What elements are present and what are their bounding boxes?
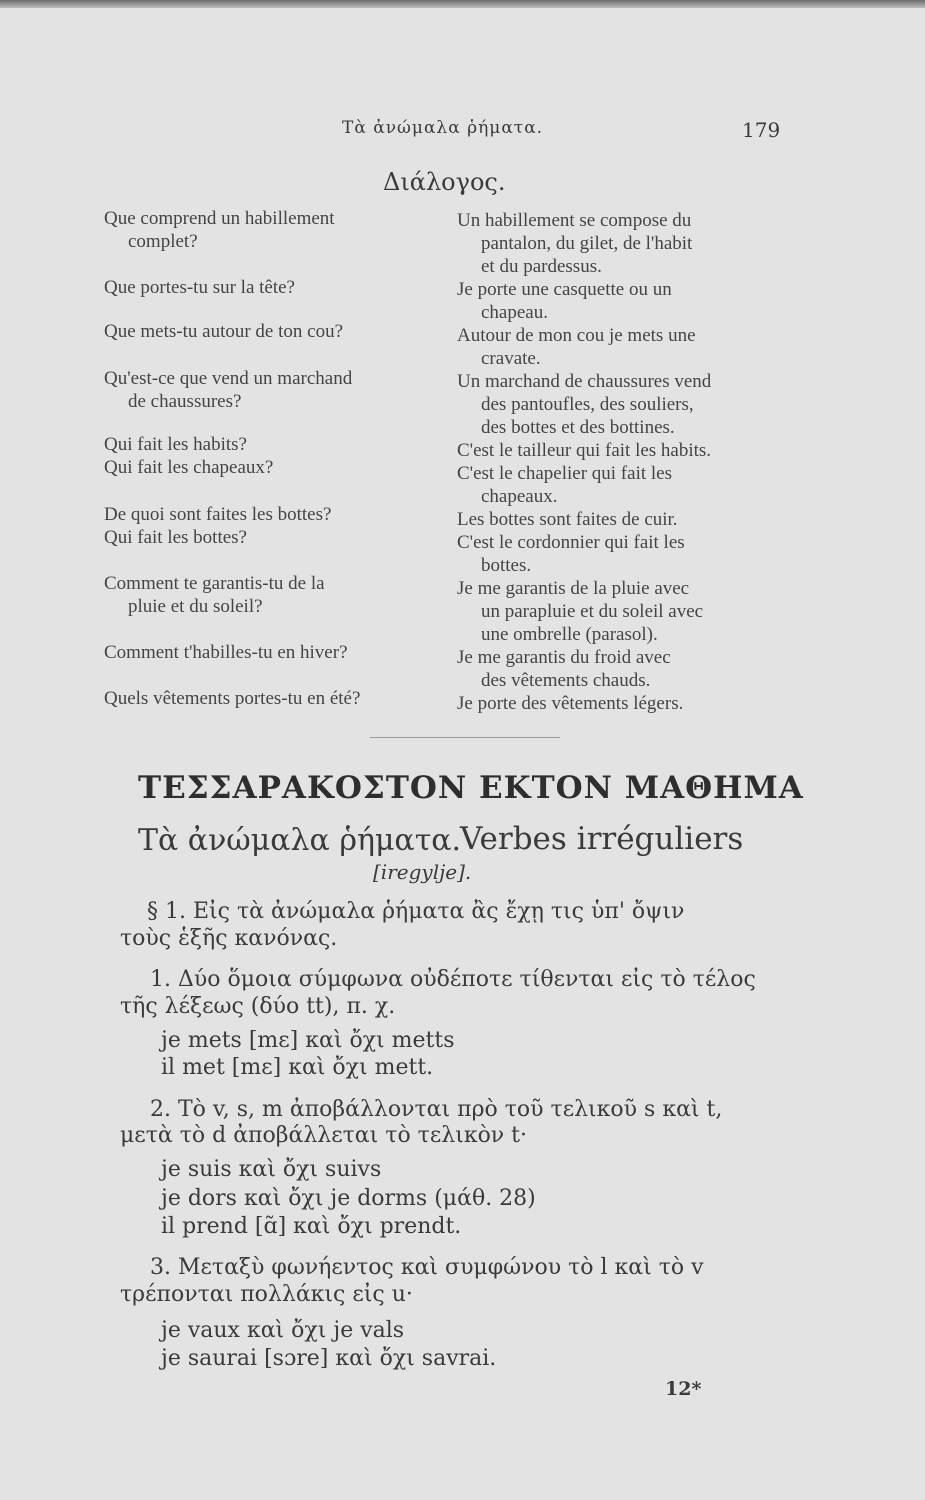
question-2-line-1: Que portes-tu sur la tête? <box>104 277 295 298</box>
answer-7-line-1: Les bottes sont faites de cuir. <box>457 509 678 530</box>
answer-1-line-3: et du pardessus. <box>481 256 602 277</box>
lesson-title: ΤΕΣΣΑΡΑΚΟΣΤΟΝ ΕΚΤΟΝ ΜΑΘΗΜΑ <box>138 770 804 806</box>
answer-3 <box>457 324 787 370</box>
answer-2 <box>457 278 787 324</box>
paragraph-1-line-1: § 1. Εἰς τὰ ἀνώμαλα ῥήματα ἂς ἔχῃ τις ὑπ' ὄψιν <box>147 899 685 924</box>
example-2a: je suis καὶ ὄχι suivs <box>161 1157 382 1182</box>
answer-4-line-2: des pantoufles, des souliers, <box>481 394 694 415</box>
answer-6-line-1: C'est le chapelier qui fait les <box>457 463 672 484</box>
example-2c: il prend [ɑ̃] καὶ ὄχι prendt. <box>161 1214 462 1239</box>
paragraph-1-line-2: τοὺς ἑξῆς κανόνας. <box>120 926 338 951</box>
rule-2-line-1: 2. Τὸ v, s, m ἀποβάλλονται πρὸ τοῦ τελικοῦ s καὶ t, <box>150 1097 723 1122</box>
scan-top-edge <box>0 0 925 8</box>
lesson-subtitle-french: Verbes irréguliers <box>460 821 744 857</box>
answer-6-line-2: chapeaux. <box>481 486 558 507</box>
question-1 <box>104 207 434 253</box>
answer-8 <box>457 531 787 577</box>
answer-10-line-2: des vêtements chauds. <box>481 670 651 691</box>
question-5-line-1: Qui fait les habits? <box>104 434 247 455</box>
signature-mark: 12* <box>665 1378 702 1400</box>
lesson-subtitle-greek: Τὰ ἀνώμαλα ῥήματα. <box>138 823 462 858</box>
answer-7 <box>457 508 787 531</box>
question-9-line-2: pluie et du soleil? <box>128 596 263 617</box>
answer-3-line-1: Autour de mon cou je mets une <box>457 325 696 346</box>
question-8 <box>104 526 434 549</box>
answer-6 <box>457 462 787 508</box>
question-10-line-1: Comment t'habilles-tu en hiver? <box>104 642 348 663</box>
rule-3-line-2: τρέπονται πολλάκις εἰς u· <box>120 1282 413 1307</box>
question-9-line-1: Comment te garantis-tu de la <box>104 573 325 594</box>
answer-9 <box>457 577 787 646</box>
answer-9-line-1: Je me garantis de la pluie avec <box>457 578 690 599</box>
question-6-line-1: Qui fait les chapeaux? <box>104 457 274 478</box>
dialogue-title: Διάλογος. <box>383 168 506 196</box>
question-1-line-2: complet? <box>128 231 198 252</box>
question-6 <box>104 456 434 479</box>
question-10 <box>104 641 434 664</box>
question-8-line-1: Qui fait les bottes? <box>104 527 247 548</box>
question-11 <box>104 687 434 710</box>
question-4-line-2: de chaussures? <box>128 391 242 412</box>
question-9 <box>104 572 434 618</box>
question-3-line-1: Que mets-tu autour de ton cou? <box>104 321 344 342</box>
rule-3-line-1: 3. Μεταξὺ φωνήεντος καὶ συμφώνου τὸ l καὶ τὸ v <box>150 1255 704 1280</box>
example-3a: je vaux καὶ ὄχι je vals <box>161 1318 405 1343</box>
running-header: Τὰ ἀνώμαλα ῥήματα. <box>342 118 544 138</box>
answer-8-line-2: bottes. <box>481 555 532 576</box>
answer-8-line-1: C'est le cordonnier qui fait les <box>457 532 685 553</box>
answer-10 <box>457 646 787 692</box>
question-3 <box>104 320 434 343</box>
rule-2-line-2: μετὰ τὸ d ἀποβάλλεται τὸ τελικὸν t· <box>120 1123 528 1148</box>
answer-1 <box>457 209 787 278</box>
question-1-line-1: Que comprend un habillement <box>104 208 335 229</box>
question-11-line-1: Quels vêtements portes-tu en été? <box>104 688 361 709</box>
answer-2-line-1: Je porte une casquette ou un <box>457 279 672 300</box>
question-5 <box>104 433 434 456</box>
answer-1-line-2: pantalon, du gilet, de l'habit <box>481 233 693 254</box>
question-4 <box>104 367 434 413</box>
answer-5 <box>457 439 787 462</box>
question-4-line-1: Qu'est-ce que vend un marchand <box>104 368 353 389</box>
answer-11-line-1: Je porte des vêtements légers. <box>457 693 684 714</box>
pronunciation: [iregylje]. <box>373 860 472 884</box>
example-1b: il met [mε] καὶ ὄχι mett. <box>161 1055 434 1080</box>
rule-1-line-1: 1. Δύο ὅμοια σύμφωνα οὐδέποτε τίθενται εἰς τὸ τέλος <box>150 967 756 992</box>
example-1a: je mets [mε] καὶ ὄχι metts <box>161 1028 455 1053</box>
answer-4 <box>457 370 787 439</box>
page-number: 179 <box>742 118 781 142</box>
answer-1-line-1: Un habillement se compose du <box>457 210 692 231</box>
section-divider <box>370 737 560 738</box>
example-2b: je dors καὶ ὄχι je dorms (μάθ. 28) <box>161 1186 536 1211</box>
question-2 <box>104 276 434 299</box>
question-7-line-1: De quoi sont faites les bottes? <box>104 504 332 525</box>
answer-9-line-3: une ombrelle (parasol). <box>481 624 658 645</box>
example-3b: je saurai [sɔre] καὶ ὄχι savrai. <box>161 1346 497 1371</box>
answer-11 <box>457 692 787 715</box>
answer-10-line-1: Je me garantis du froid avec <box>457 647 671 668</box>
answer-4-line-1: Un marchand de chaussures vend <box>457 371 712 392</box>
answer-5-line-1: C'est le tailleur qui fait les habits. <box>457 440 712 461</box>
rule-1-line-2: τῆς λέξεως (δύο tt), π. χ. <box>120 994 396 1019</box>
answer-9-line-2: un parapluie et du soleil avec <box>481 601 704 622</box>
question-7 <box>104 503 434 526</box>
answer-4-line-3: des bottes et des bottines. <box>481 417 675 438</box>
answer-2-line-2: chapeau. <box>481 302 548 323</box>
answer-3-line-2: cravate. <box>481 348 541 369</box>
